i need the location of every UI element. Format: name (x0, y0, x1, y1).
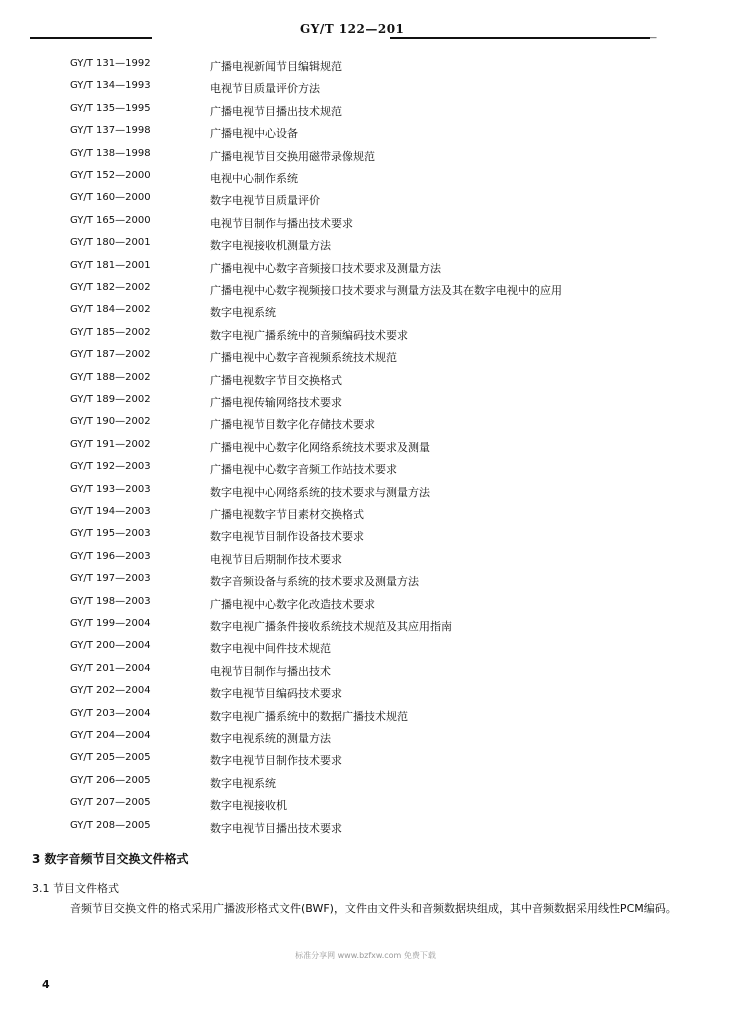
body-paragraph: 音频节目交换文件的格式采用广播波形格式文件(BWF)，文件由文件头和音频数据块组成，其中音频数据采用线性PCM编码。 (70, 902, 677, 915)
reference-title: 广播电视中心数字音视频系统技术规范 (210, 351, 397, 365)
reference-code: GY/T 189—2002 (70, 394, 151, 405)
reference-title: 数字电视中心网络系统的技术要求与测量方法 (210, 485, 430, 499)
reference-code: GY/T 202—2004 (70, 685, 151, 697)
reference-title: 电视节目后期制作技术要求 (210, 552, 342, 566)
reference-code: GY/T 195—2003 (70, 528, 151, 540)
reference-code: GY/T 191—2002 (70, 438, 151, 450)
reference-code: GY/T 135—1995 (70, 102, 151, 114)
reference-code: GY/T 196—2003 (70, 550, 151, 562)
reference-code: GY/T 199—2004 (70, 618, 151, 629)
header-rule-right (390, 37, 650, 39)
reference-code: GY/T 201—2004 (70, 662, 151, 674)
reference-title: 数字电视节目制作技术要求 (210, 754, 342, 768)
subsection-heading: 3.1 节目文件格式 (32, 882, 119, 895)
reference-code: GY/T 185—2002 (70, 326, 151, 338)
reference-code: GY/T 131—1992 (70, 58, 151, 69)
reference-title: 电视中心制作系统 (210, 172, 298, 185)
reference-title: 数字电视中间件技术规范 (210, 642, 331, 656)
reference-title: 数字电视系统 (210, 306, 276, 320)
reference-title: 数字音频设备与系统的技术要求及测量方法 (210, 575, 419, 589)
reference-code: GY/T 206—2005 (70, 774, 151, 786)
reference-title: 广播电视中心数字音频工作站技术要求 (210, 463, 397, 477)
page-number: 4 (42, 978, 50, 991)
reference-code: GY/T 200—2004 (70, 640, 151, 652)
reference-title: 数字电视系统 (210, 776, 276, 790)
reference-code: GY/T 204—2004 (70, 730, 151, 741)
reference-title: 广播电视节目播出技术规范 (210, 104, 342, 118)
reference-code: GY/T 192—2003 (70, 461, 151, 473)
reference-title: 电视节目质量评价方法 (210, 82, 320, 96)
reference-title: 广播电视节目数字化存储技术要求 (210, 418, 375, 432)
reference-title: 数字电视节目制作设备技术要求 (210, 530, 364, 544)
reference-title: 广播电视数字节目交换格式 (210, 373, 342, 387)
reference-title: 数字电视接收机 (210, 799, 287, 813)
reference-code: GY/T 134—1993 (70, 80, 151, 92)
header-tail: — (648, 33, 657, 43)
reference-code: GY/T 198—2003 (70, 595, 151, 607)
reference-title: 广播电视数字节目素材交换格式 (210, 508, 364, 521)
reference-code: GY/T 187—2002 (70, 349, 151, 361)
reference-title: 数字电视节目播出技术要求 (210, 821, 342, 835)
reference-code: GY/T 208—2005 (70, 819, 151, 831)
reference-code: GY/T 190—2002 (70, 416, 151, 428)
reference-title: 广播电视新闻节目编辑规范 (210, 60, 342, 73)
reference-title: 广播电视中心数字化网络系统技术要求及测量 (210, 440, 430, 454)
reference-title: 广播电视节目交换用磁带录像规范 (210, 149, 375, 163)
reference-code: GY/T 188—2002 (70, 371, 151, 383)
reference-code: GY/T 197—2003 (70, 573, 151, 585)
footer-watermark: 标准分享网 www.bzfxw.com 免费下载 (295, 951, 436, 960)
reference-title: 广播电视中心数字化改造技术要求 (210, 597, 375, 611)
reference-code: GY/T 160—2000 (70, 192, 151, 204)
reference-title: 电视节目制作与播出技术要求 (210, 216, 353, 230)
reference-title: 数字电视广播条件接收系统技术规范及其应用指南 (210, 620, 452, 633)
reference-title: 广播电视中心数字视频接口技术要求与测量方法及其在数字电视中的应用 (210, 284, 562, 297)
reference-title: 广播电视中心数字音频接口技术要求及测量方法 (210, 261, 441, 275)
reference-code: GY/T 180—2001 (70, 237, 151, 249)
reference-title: 数字电视广播系统中的音频编码技术要求 (210, 328, 408, 342)
reference-code: GY/T 182—2002 (70, 282, 151, 293)
reference-code: GY/T 181—2001 (70, 259, 151, 271)
reference-code: GY/T 184—2002 (70, 304, 151, 316)
reference-code: GY/T 152—2000 (70, 170, 151, 181)
reference-title: 数字电视节目质量评价 (210, 194, 320, 208)
reference-title: 数字电视节目编码技术要求 (210, 687, 342, 701)
reference-code: GY/T 194—2003 (70, 506, 151, 517)
header-rule-left (30, 37, 152, 39)
reference-code: GY/T 138—1998 (70, 147, 151, 159)
reference-code: GY/T 205—2005 (70, 752, 151, 764)
reference-title: 广播电视中心设备 (210, 127, 298, 141)
reference-title: 数字电视系统的测量方法 (210, 732, 331, 745)
reference-code: GY/T 193—2003 (70, 483, 151, 495)
reference-code: GY/T 165—2000 (70, 214, 151, 226)
reference-code: GY/T 207—2005 (70, 797, 151, 809)
section-heading: 3 数字音频节目交换文件格式 (32, 852, 189, 866)
reference-title: 广播电视传输网络技术要求 (210, 396, 342, 409)
reference-code: GY/T 203—2004 (70, 707, 151, 719)
reference-title: 数字电视接收机测量方法 (210, 239, 331, 253)
header-title: GY/T 122—201 (300, 22, 405, 36)
reference-code: GY/T 137—1998 (70, 125, 151, 137)
reference-title: 电视节目制作与播出技术 (210, 664, 331, 678)
reference-title: 数字电视广播系统中的数据广播技术规范 (210, 709, 408, 723)
